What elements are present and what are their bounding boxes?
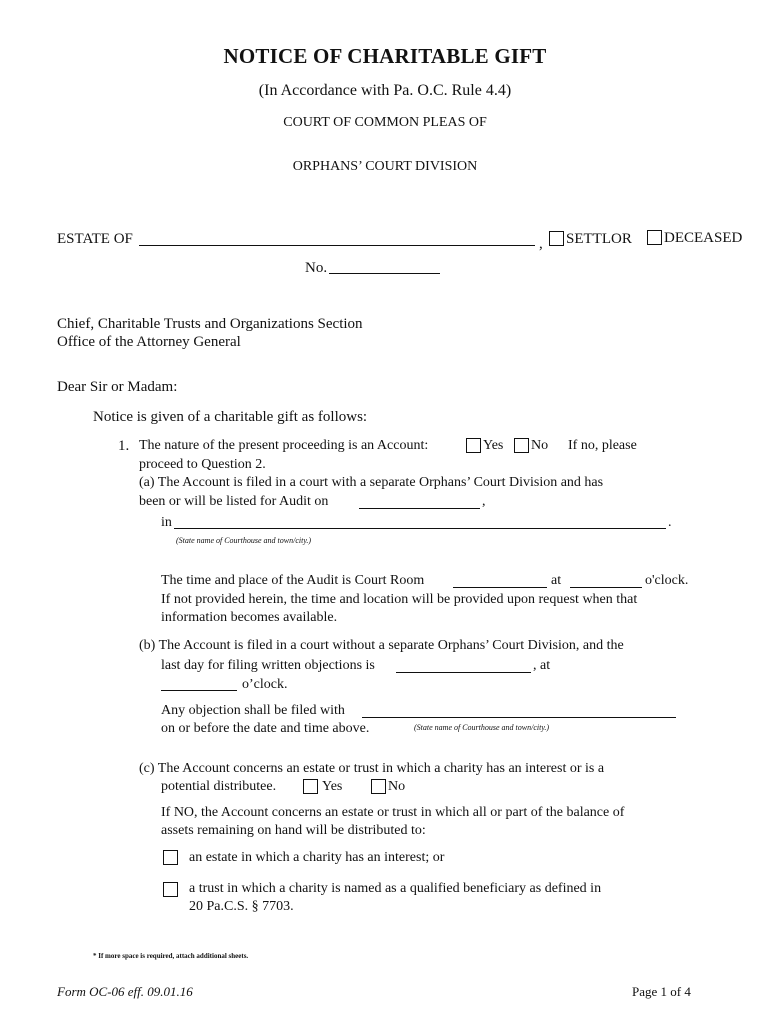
estate-option-checkbox[interactable]	[163, 850, 178, 865]
q1b-oclock: o’clock.	[242, 677, 288, 692]
audit-date-field[interactable]	[359, 508, 480, 509]
q1b-line2: last day for filing written objections is	[161, 658, 375, 673]
charity-no-checkbox[interactable]	[371, 779, 386, 794]
number-label: No.	[305, 260, 328, 276]
deceased-checkbox[interactable]	[647, 230, 662, 245]
q1b-at: , at	[533, 658, 551, 673]
q1b-line1: (b) The Account is filed in a court without a separate Orphans’ Court Division, and the	[139, 638, 624, 653]
form-subtitle: (In Accordance with Pa. O.C. Rule 4.4)	[258, 82, 512, 99]
estate-name-field[interactable]	[139, 245, 535, 246]
objection-courthouse-field[interactable]	[362, 717, 676, 718]
time-line2: If not provided herein, the time and location will be provided upon request when that	[161, 592, 638, 607]
addressee-line2: Office of the Attorney General	[57, 334, 241, 350]
account-yes-label: Yes	[483, 438, 504, 453]
q1a-line2: been or will be listed for Audit on	[139, 494, 329, 509]
question-number: 1.	[118, 438, 130, 454]
q1a-line1: (a) The Account is filed in a court with a separate Orphans’ Court Division and has	[139, 475, 604, 490]
ifno-line2: assets remaining on hand will be distributed to:	[161, 823, 426, 838]
footnote: * If more space is required, attach additional sheets.	[93, 952, 249, 960]
courthouse-hint: (State name of Courthouse and town/city.)	[176, 536, 312, 545]
ifno-line1: If NO, the Account concerns an estate or trust in which all or part of the balance of	[161, 805, 625, 820]
estate-option-label: an estate in which a charity has an interest; or	[189, 850, 445, 865]
charity-yes-label: Yes	[322, 779, 343, 794]
q1a-in: in	[161, 515, 172, 530]
q1c-line1: (c) The Account concerns an estate or trust in which a charity has an interest or is a	[139, 761, 605, 776]
form-title: NOTICE OF CHARITABLE GIFT	[223, 44, 547, 68]
objection-date-field[interactable]	[396, 672, 531, 673]
objection-line2: on or before the date and time above.	[161, 721, 370, 736]
objection-line1: Any objection shall be filed with	[161, 703, 345, 718]
audit-time-field[interactable]	[570, 587, 642, 588]
objection-time-field[interactable]	[161, 690, 237, 691]
courthouse-field[interactable]	[174, 528, 666, 529]
audit-date-comma: ,	[482, 494, 486, 509]
objection-hint: (State name of Courthouse and town/city.)	[414, 723, 550, 732]
estate-comma: ,	[539, 236, 543, 252]
court-name: COURT OF COMMON PLEAS OF	[283, 115, 487, 130]
intro-text: Notice is given of a charitable gift as follows:	[93, 409, 368, 425]
form-id: Form OC-06 eff. 09.01.16	[57, 984, 193, 999]
trust-option-checkbox[interactable]	[163, 882, 178, 897]
page-number: Page 1 of 4	[632, 984, 691, 999]
court-division: ORPHANS’ COURT DIVISION	[292, 159, 478, 174]
salutation: Dear Sir or Madam:	[57, 379, 178, 395]
q1-line2: proceed to Question 2.	[139, 457, 266, 472]
trust-option-line2: 20 Pa.C.S. § 7703.	[189, 899, 294, 914]
charity-yes-checkbox[interactable]	[303, 779, 318, 794]
account-yes-checkbox[interactable]	[466, 438, 481, 453]
courthouse-period: .	[668, 515, 672, 530]
addressee-line1: Chief, Charitable Trusts and Organizations Section	[57, 316, 363, 332]
settlor-checkbox[interactable]	[549, 231, 564, 246]
account-no-label: No	[531, 438, 549, 453]
if-no-text: If no, please	[568, 438, 637, 453]
q1-line1: The nature of the present proceeding is an Account:	[139, 438, 429, 453]
time-at: at	[551, 573, 562, 588]
case-number-field[interactable]	[329, 273, 440, 274]
time-oclock: o'clock.	[645, 573, 689, 588]
trust-option-line1: a trust in which a charity is named as a qualified beneficiary as defined in	[189, 881, 602, 896]
estate-label: ESTATE OF	[57, 231, 133, 247]
account-no-checkbox[interactable]	[514, 438, 529, 453]
charity-no-label: No	[388, 779, 406, 794]
deceased-label: DECEASED	[664, 230, 743, 246]
time-line3: information becomes available.	[161, 610, 338, 625]
q1c-line2: potential distributee.	[161, 779, 277, 794]
court-room-field[interactable]	[453, 587, 547, 588]
time-line1: The time and place of the Audit is Court Room	[161, 573, 425, 588]
settlor-label: SETTLOR	[566, 231, 632, 247]
